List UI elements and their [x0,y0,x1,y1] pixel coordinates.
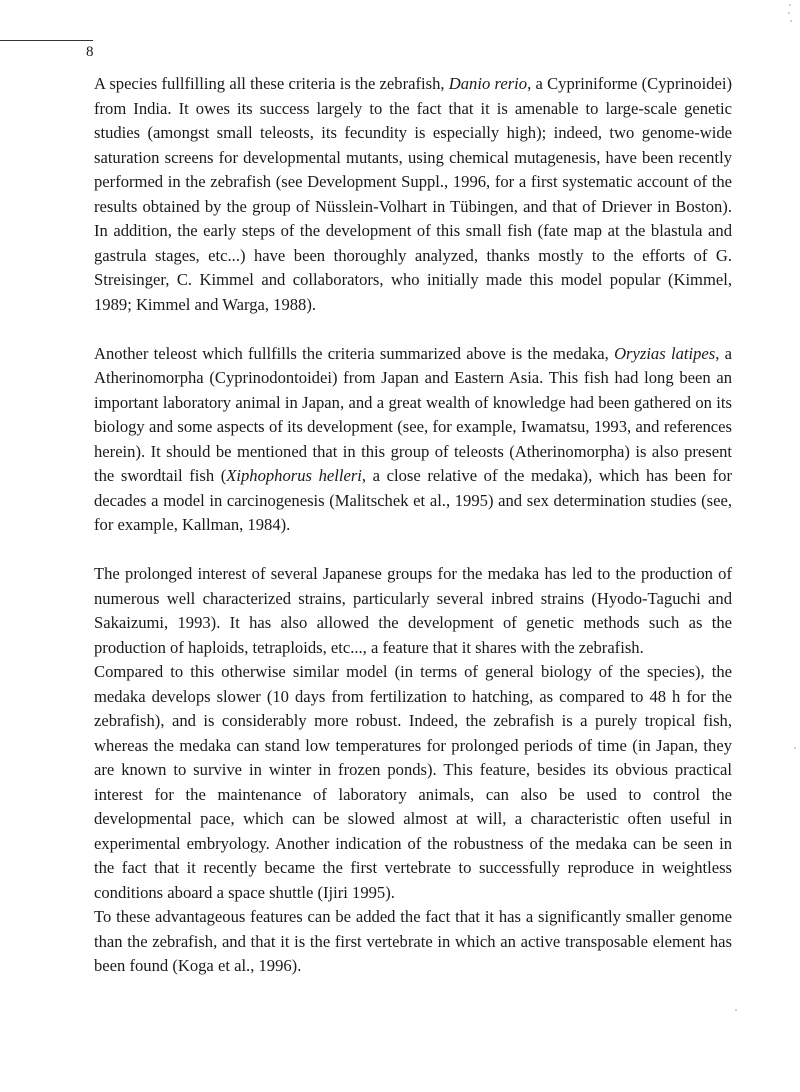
paragraph-medaka [94,342,732,538]
text-segment: , a close relative of the medaka), which has been for decades a model in carcinogenesis (Malitschek et al., 1995) and sex determination studies (see, for example, Kallman, 1984). [94,466,732,534]
paragraph-zebrafish [94,72,732,317]
document-body [94,72,732,979]
scan-artifact [790,20,792,22]
paragraph-japanese-groups [94,562,732,660]
species-name-danio-rerio: Danio rerio [448,74,528,93]
paragraph-gap [94,538,732,563]
text-segment: , a Atherinomorpha (Cyprinodontoidei) from Japan and Eastern Asia. This fish had long been an important laboratory animal in Japan, and a great wealth of knowledge had been gathered on its biology and some aspects of its development (see, for example, Iwamatsu, 1993, and references herein). It should be mentioned that in this group of teleosts (Atherinomorpha) is also present the swordtail fish ( [94,343,732,485]
text-segment: Another teleost which fullfills the criteria summarized above is the medaka, [94,343,615,363]
text-segment: , a Cypriniforme (Cyprinoidei) from India. It owes its success largely to the fact that it is amenable to large-scale genetic studies (amongst small teleosts, its fecundity is especially high); indeed, two genome-wide saturation screens for developmental mutants, using chemical mutagenesis, have been recently performed in the zebrafish (see Development Suppl., 1996, for a first systematic account of the results obtained by the group of Nüsslein-Volhart in Tübingen, and that of Driever in Boston). In addition, the early steps of the development of this small fish (fate map at the blastula and gastrula stages, etc...) have been thoroughly analyzed, thanks mostly to the efforts of G. Streisinger, C. Kimmel and collaborators, who initially made this model popular (Kimmel, 1989; Kimmel and Warga, 1988). [94,74,732,314]
species-name-xiphophorus-helleri: Xiphophorus helleri [226,466,362,485]
paragraph-comparison [94,660,732,905]
text-segment: To these advantageous features can be added the fact that it has a significantly smaller genome than the zebrafish, and that it is the first vertebrate in which an active transposable element has been found (Koga et al., 1996). [94,907,732,975]
text-segment: A species fullfilling all these criteria is the zebrafish, [94,74,449,93]
scan-artifact [788,12,790,14]
header-rule [0,40,93,41]
scan-artifact [735,1009,737,1011]
scan-artifact [794,747,796,749]
paragraph-advantages [94,905,732,979]
paragraph-gap [94,317,732,342]
species-name-oryzias-latipes: Oryzias latipes [614,343,716,363]
page-number: 8 [86,44,94,60]
scan-artifact [789,4,791,6]
text-segment: The prolonged interest of several Japanese groups for the medaka has led to the production of numerous well characterized strains, particularly several inbred strains (Hyodo-Taguchi and Sakaizumi, 1993). It has also allowed the development of genetic methods such as the production of haploids, tetraploids, etc..., a feature that it shares with the zebrafish. [94,564,732,657]
text-segment: Compared to this otherwise similar model (in terms of general biology of the species), the medaka develops slower (10 days from fertilization to hatching, as compared to 48 h for the zebrafish), and is considerably more robust. Indeed, the zebrafish is a purely tropical fish, whereas the medaka can stand low temperatures for prolonged periods of time (in Japan, they are known to survive in winter in frozen ponds). This feature, besides its obvious practical interest for the maintenance of laboratory animals, can also be used to control the developmental pace, which can be slowed almost at will, a characteristic often useful in experimental embryology. Another indication of the robustness of the medaka can be seen in the fact that it recently became the first vertebrate to successfully reproduce in weightless conditions aboard a space shuttle (Ijiri 1995). [94,662,732,902]
